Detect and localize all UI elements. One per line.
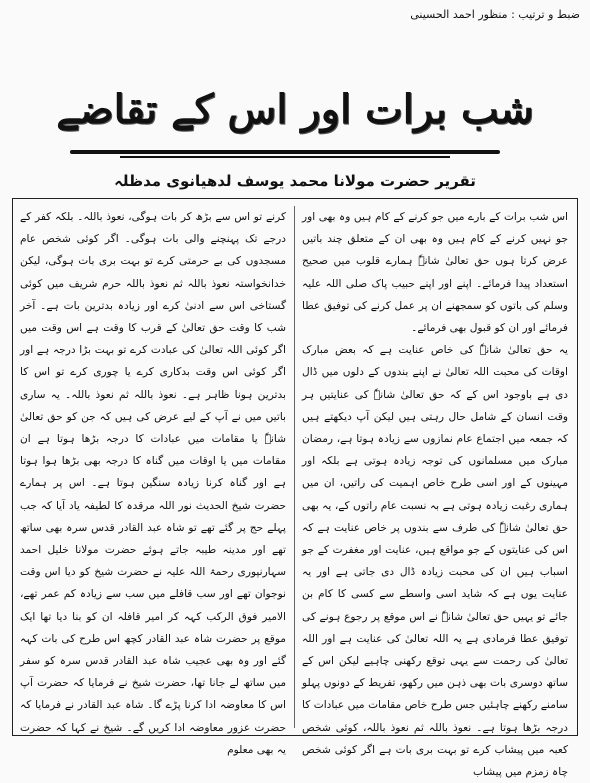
right-column <box>302 206 568 779</box>
paragraph: کرنے تو اس سے بڑھ کر بات ہوگی، نعوذ باللہ۔ بلکہ کفر کے درجے تک پہنچنے والی بات ہوگی۔ اگر کوئی شخص عام مسجدوں کی بے حرمتی کرے تو بہت بری بات ہوگی، لیکن خدانخواستہ نعوذ باللہ ثم نعوذ باللہ حرم شریف میں کوئی گستاخی اس سے ادنیٰ کرے اور زیادہ بدترین بات ہے۔ آخر شب کا وقت حق تعالیٰ کے قرب کا وقت ہے اس وقت میں اگر کوئی اللہ تعالیٰ کی عبادت کرے تو بہت بڑا درجہ ہے اور اگر کوئی اس وقت بدکاری کرے یا چوری کرے تو اس کا بدترین ہونا ظاہر ہے۔ نعوذ باللہ ثم نعوذ باللہ۔ یہ ساری باتیں میں نے آپ کے لیے عرض کی ہیں کہ جن کو حق تعالیٰ شانہٗ یا مقامات میں عبادات کا درجہ بڑھا ہوتا ہے ان مقامات میں یا اوقات میں گناہ کا درجہ بھی بڑھا ہوا ہوتا ہے اور گناہ کرنا زیادہ سنگین ہوتا ہے۔ اس پر ہمارے حضرت شیخ الحدیث نور اللہ مرقدہ کا لطیفہ یاد آیا کہ جب پہلے حج پر گئے تھے تو شاہ عبد القادر قدس سرہ بھی ساتھ تھے اور مدینہ طیبہ جاتے ہوئے حضرت مولانا خلیل احمد سہارنپوری رحمۃ اللہ علیہ نے حضرت شیخ کو دیا اس وقت نوجوان تھے اور سب قافلے میں سب سے زیادہ کم عمر تھے، الامیر فوق الرکب کہہ کر امیر قافلہ ان کو بنا دیا تھا ایک موقع پر حضرت شاہ عبد القادر کچھ اس طرح کی بات کہہ گئے اور وہ بھی عجیب شاہ عبد القادر قدس سرہ کو سفر میں ساتھ لے جانا تھا، حضرت شیخ نے فرمایا کہ حضرت آپ اس کا معاوضہ ادا کرنا پڑے گا۔ شاہ عبد القادر نے فرمایا کہ حضرت عزور معاوضہ ادا کریں گے۔ شیخ نے کہا کہ حضرت یہ بھی معلوم <box>20 211 286 756</box>
title-underline-thin <box>120 156 450 158</box>
paragraph: یہ حق تعالیٰ شانہٗ کی خاص عنایت ہے کہ بعض مبارک اوقات کی محبت اللہ تعالیٰ نے اپنے بندوں کے دلوں میں ڈال دی ہے باوجود اس کے کہ حق تعالیٰ شانہٗ کی عنایتیں ہر وقت انسان کے شامل حال رہتی ہیں لیکن آپ دیکھتے ہیں کہ جمعہ میں اجتماع عام نمازوں سے زیادہ ہوتا ہے، رمضان مبارک میں مسلمانوں کی توجہ زیادہ ہوتی ہے بلکہ اور مہینوں کے اور اسی طرح خاص اہمیت کی راتیں، ان میں ہماری رغبت زیادہ ہوتی ہے بہ نسبت عام راتوں کے، یہ بھی حق تعالیٰ شانہٗ کی طرف سے بندوں پر خاص عنایت ہے کہ اس کی عنایتوں کے جو مواقع ہیں، عنایت اور مغفرت کے جو اسباب ہیں ان کی محبت زیادہ ڈال دی جاتی ہے اور یہ عنایت یوں ہے کہ شاید اسی واسطے سے کسی کا کام بن جائے تو یہیں حق تعالیٰ شانہٗ نے اس موقع پر رجوع ہونے کی توفیق عطا فرمادی ہے یہ اللہ تعالیٰ کی عنایت ہے اور اللہ تعالیٰ کی رحمت سے یہی توقع رکھنی چاہیے لیکن اس کے ساتھ دوسری بات بھی ذہن میں رکھو، تفریط کے دونوں پہلو سامنے رکھنے چاہئیں جس طرح خاص مقامات میں عبادات کا درجہ بڑھا ہوتا ہے۔ نعوذ باللہ ثم نعوذ باللہ، کوئی شخص کعبہ میں پیشاب کرے تو بہت بری بات ہے اگر کوئی شخص چاہ زمزم میں پیشاب <box>302 344 568 779</box>
speaker-byline: تقریر حضرت مولانا محمد یوسف لدھیانوی مدظلہ <box>114 172 476 190</box>
paragraph: اس شب برات کے بارے میں جو کرنے کے کام ہیں وہ بھی اور جو نہیں کرنے کے کام ہیں وہ بھی ان کے متعلق چند باتیں عرض کرتا ہوں حق تعالیٰ شانہٗ ہمارے قلوب میں صحیح استعداد پیدا فرمائے۔ اپنے اور اپنے حبیب پاک صلی اللہ علیہ وسلم کی باتوں کو سمجھنے ان پر عمل کرنے کی توفیق عطا فرمائے اور ان کو قبول بھی فرمائے۔ <box>302 211 568 335</box>
column-divider <box>294 206 295 728</box>
title-underline-bold <box>70 150 500 154</box>
compiler-credit: ضبط و ترتیب : منظور احمد الحسینی <box>410 8 580 21</box>
left-column <box>20 206 286 756</box>
article-title: شب برات اور اس کے تقاضے <box>56 86 534 133</box>
